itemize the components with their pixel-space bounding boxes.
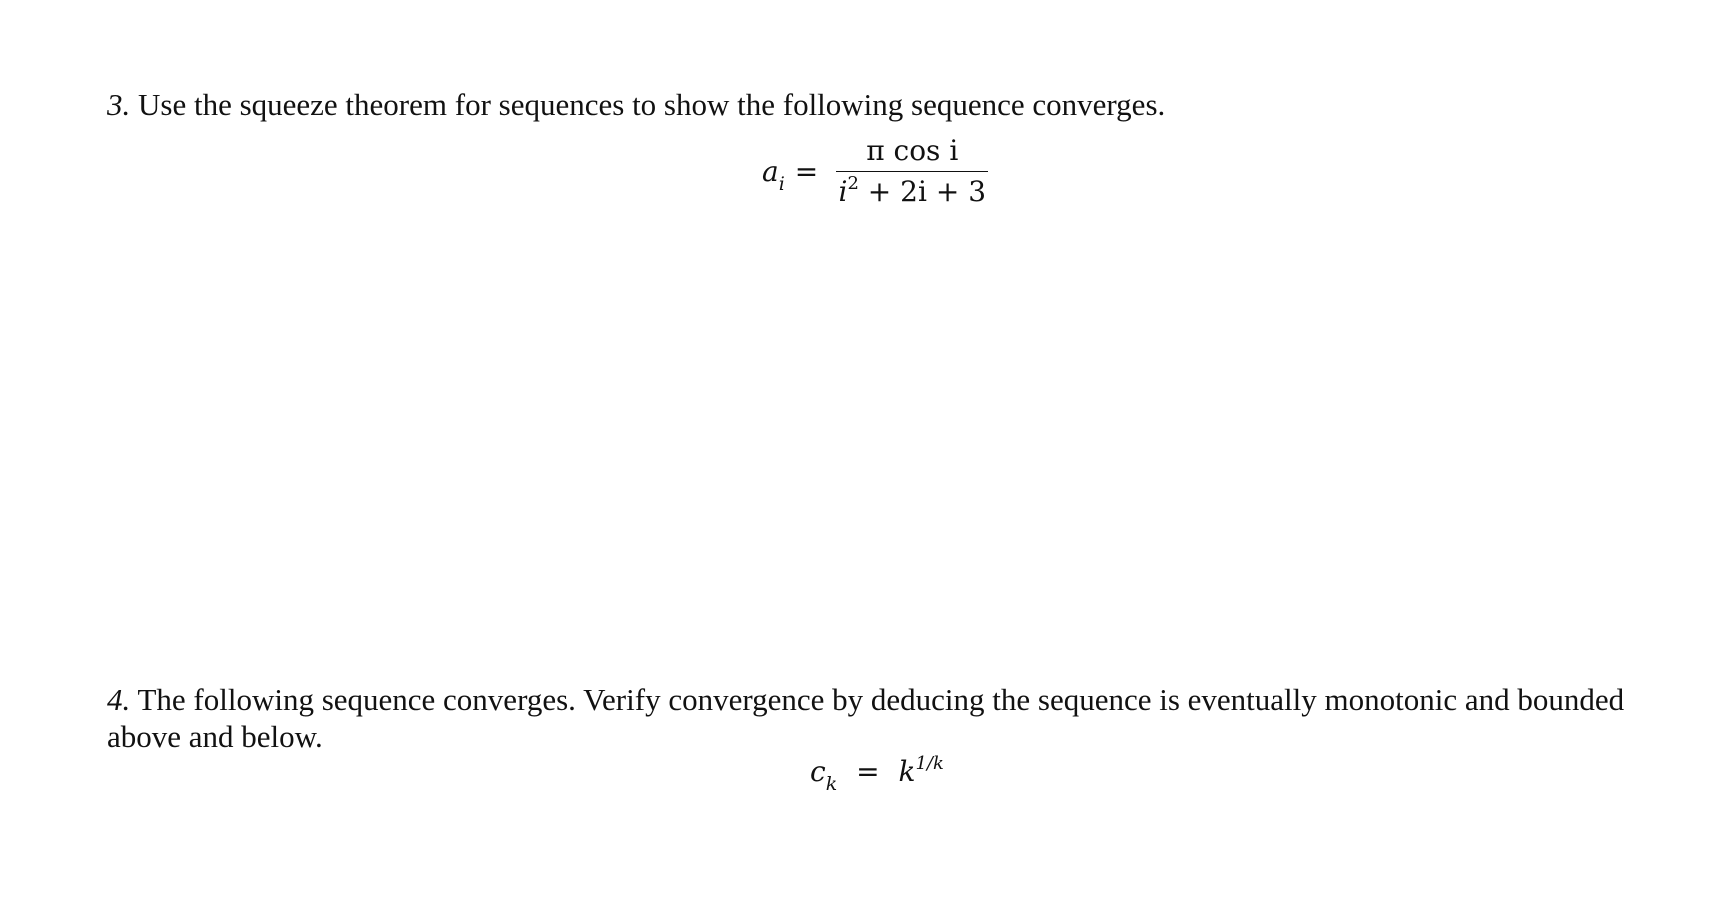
equation-3-denominator-rest: + 2i + 3 [858, 175, 987, 208]
problem-3-number: 3. [107, 87, 131, 122]
equation-3-lhs-var: a [762, 154, 779, 188]
problem-4-text: The following sequence converges. Verify convergence by deducing the sequence is eventually monotonic and bounded above and below. [107, 682, 1625, 754]
problem-4-number: 4. [107, 682, 131, 717]
equation-3-fraction [836, 134, 988, 208]
equation-4-lhs-var: c [810, 755, 826, 788]
equation-3-lhs-subscript: i [778, 172, 785, 195]
equation-3-lhs [762, 154, 785, 195]
equation-4-rhs-base: k [898, 755, 916, 788]
problem-3-text: Use the squeeze theorem for sequences to show the following sequence converges. [138, 87, 1166, 122]
equation-3-denominator [838, 172, 986, 206]
problem-4-statement [107, 681, 1662, 755]
equation-3-numerator: π cos i [836, 137, 988, 172]
problem-3-statement [107, 86, 1667, 123]
problem-4-equation [810, 753, 944, 795]
equation-3-denominator-base: i [838, 175, 848, 208]
equation-4-lhs-subscript: k [825, 773, 838, 795]
problem-3-equation [762, 134, 988, 208]
equation-3-equals: = [794, 154, 819, 188]
equation-3-denominator-exponent: 2 [847, 173, 859, 194]
equation-4-rhs-exponent: 1/k [915, 753, 944, 774]
equation-4-equals: = [856, 755, 880, 788]
